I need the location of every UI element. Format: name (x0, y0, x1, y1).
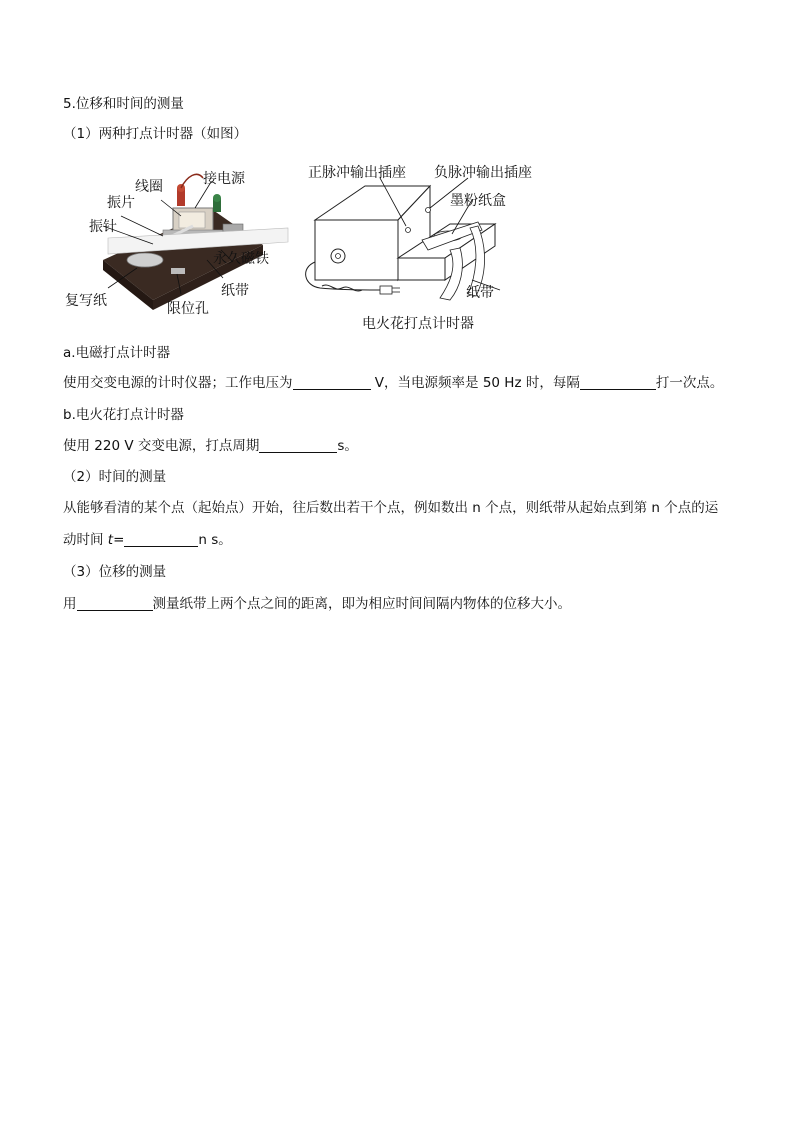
time-eq: = (113, 532, 125, 548)
disp-text-1: 用 (63, 596, 77, 612)
time-text-line2 (63, 530, 232, 550)
period-blank[interactable] (259, 437, 337, 453)
label-positive-outlet: 正脉冲输出插座 (308, 165, 406, 181)
time-var: t (107, 532, 114, 548)
tool-blank[interactable] (77, 595, 153, 611)
subsection-time: （2）时间的测量 (63, 469, 167, 485)
label-vibrator-plate: 振片 (107, 195, 135, 211)
interval-blank[interactable] (580, 374, 656, 390)
electromagnetic-timer-figure (63, 160, 293, 320)
label-carbon-paper: 复写纸 (65, 293, 107, 309)
displacement-text (63, 594, 571, 614)
label-limit-hole: 限位孔 (167, 301, 209, 317)
label-coil: 线圈 (135, 179, 163, 195)
figure-caption: 电火花打点计时器 (362, 316, 474, 332)
item-a-text-2: V，当电源频率是 50 Hz 时，每隔 (370, 375, 580, 391)
disp-text-2: 测量纸带上两个点之间的距离，即为相应时间间隔内物体的位移大小。 (152, 596, 571, 612)
item-a-text-3: 打一次点。 (655, 375, 724, 391)
label-ink-box: 墨粉纸盒 (450, 193, 506, 209)
item-b-title: b.电火花打点计时器 (63, 407, 184, 423)
subsection-timers: （1）两种打点计时器（如图） (63, 126, 248, 142)
time-text-2a: 动时间 (63, 532, 108, 548)
spark-timer-figure (300, 158, 560, 338)
label-negative-outlet: 负脉冲输出插座 (434, 165, 532, 181)
label-spark-tape: 纸带 (466, 285, 494, 301)
label-power: 接电源 (203, 171, 245, 187)
item-b-text (63, 436, 358, 456)
subsection-displacement: （3）位移的测量 (63, 564, 167, 580)
time-text-2b: n s。 (198, 532, 232, 548)
label-needle: 振针 (89, 219, 117, 235)
item-a-text-1: 使用交变电源的计时仪器；工作电压为 (63, 375, 293, 391)
item-b-text-1: 使用 220 V 交变电源，打点周期 (63, 438, 260, 454)
time-text-line1: 从能够看清的某个点（起始点）开始，往后数出若干个点，例如数出 n 个点，则纸带从起始点到第 n 个点的运 (63, 500, 719, 516)
section-title: 5.位移和时间的测量 (63, 96, 184, 112)
item-a-title: a.电磁打点计时器 (63, 345, 171, 361)
label-magnet: 永久磁铁 (213, 251, 269, 267)
item-b-text-2: s。 (337, 438, 358, 454)
voltage-blank[interactable] (293, 374, 371, 390)
label-tape: 纸带 (221, 283, 249, 299)
time-blank[interactable] (124, 531, 198, 547)
item-a-text (63, 373, 723, 393)
